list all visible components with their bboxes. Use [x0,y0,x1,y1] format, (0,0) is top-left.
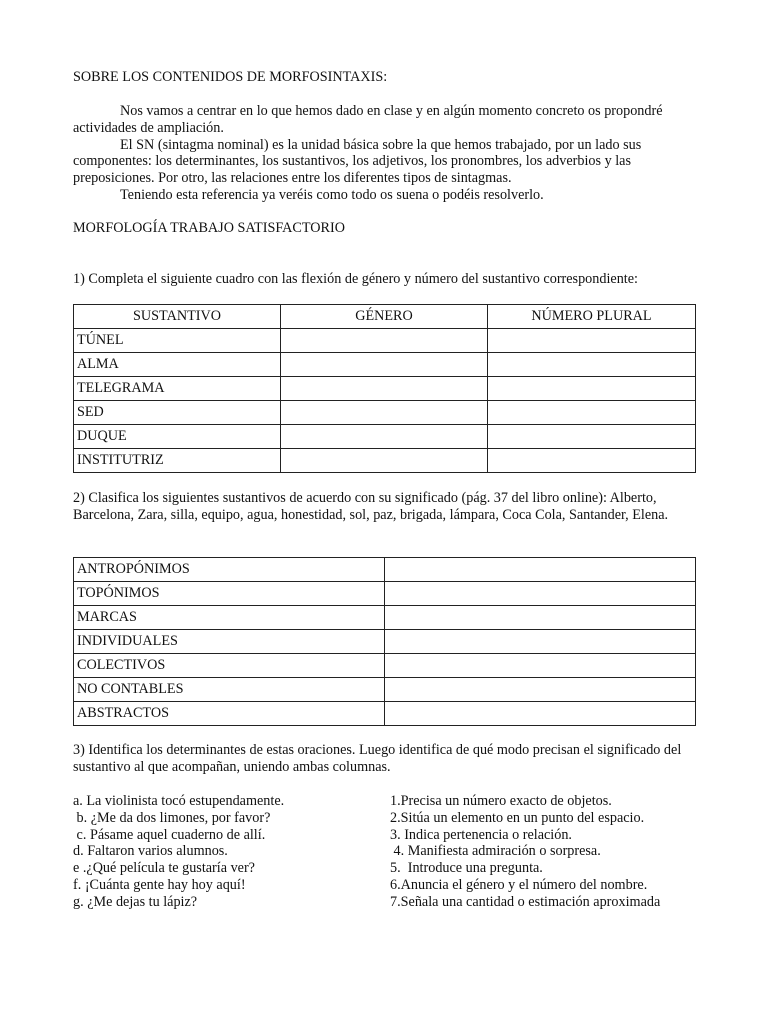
answer-cell[interactable] [385,582,696,606]
table-row [74,425,696,449]
answer-cell[interactable] [385,654,696,678]
table-row [74,377,696,401]
column-header: GÉNERO [281,305,488,329]
meaning-item: 5. Introduce una pregunta. [390,860,543,877]
table-header-row [74,305,696,329]
noun-cell: ALMA [74,353,281,377]
intro-paragraph: Teniendo esta referencia ya veréis como todo os suena o podéis resolverlo. [120,186,544,203]
plural-answer-cell[interactable] [488,377,696,401]
sentence-item: f. ¡Cuánta gente hay hoy aquí! [73,876,246,893]
category-cell: MARCAS [74,606,385,630]
gender-answer-cell[interactable] [281,329,488,353]
answer-cell[interactable] [385,702,696,726]
noun-cell: DUQUE [74,425,281,449]
gender-answer-cell[interactable] [281,401,488,425]
meaning-item: 1.Precisa un número exacto de objetos. [390,793,612,809]
exercise2-prompt: 2) Clasifica los siguientes sustantivos de acuerdo con su significado (pág. 37 del libro online): Alberto, Barcelona, Zara, silla, equipo, agua, honestidad, sol, paz, brigada, lámpara, Coca Cola, Santander, Elena. [73,490,669,523]
intro-paragraph: Nos vamos a centrar en lo que hemos dado en clase y en algún momento concreto os propondré actividades de ampliación. [73,103,663,136]
column-header: NÚMERO PLURAL [488,305,696,329]
meaning-item: 2.Sitúa un elemento en un punto del espacio. [390,809,645,826]
noun-cell: TELEGRAMA [74,377,281,401]
gender-answer-cell[interactable] [281,353,488,377]
sentence-item: d. Faltaron varios alumnos. [73,843,228,860]
plural-answer-cell[interactable] [488,401,696,425]
table-row [74,630,696,654]
plural-answer-cell[interactable] [488,353,696,377]
meanings-column [390,793,660,911]
meaning-item: 7.Señala una cantidad o estimación aproximada [390,893,661,910]
noun-cell: INSTITUTRIZ [74,449,281,473]
sentence-item: g. ¿Me dejas tu lápiz? [73,893,198,910]
gender-number-table [73,304,696,473]
exercise1-prompt: 1) Completa el siguiente cuadro con las flexión de género y número del sustantivo correspondiente: [73,271,638,287]
column-header: SUSTANTIVO [74,305,281,329]
intro-paragraph: El SN (sintagma nominal) es la unidad básica sobre la que hemos trabajado, por un lado sus componentes: los determinantes, los sustantivos, los adjetivos, los pronombres, los adverbios y las preposiciones. Por otro, las relaciones entre los diferentes tipos de sintagmas. [73,136,642,187]
sentence-item: b. ¿Me da dos limones, por favor? [73,809,271,826]
table-row [74,702,696,726]
answer-cell[interactable] [385,678,696,702]
table-row [74,678,696,702]
category-cell: INDIVIDUALES [74,630,385,654]
table-row [74,582,696,606]
exercise3-prompt: 3) Identifica los determinantes de estas oraciones. Luego identifica de qué modo precisan el significado del sustantivo al que acompañan, uniendo ambas columnas. [73,742,682,775]
table-row [74,353,696,377]
plural-answer-cell[interactable] [488,425,696,449]
plural-answer-cell[interactable] [488,449,696,473]
gender-answer-cell[interactable] [281,377,488,401]
sentences-column [73,793,284,911]
category-cell: ANTROPÓNIMOS [74,558,385,582]
gender-answer-cell[interactable] [281,425,488,449]
intro-block [73,103,703,204]
meaning-item: 3. Indica pertenencia o relación. [390,826,572,843]
sentence-item: e .¿Qué película te gustaría ver? [73,860,255,877]
table-row [74,401,696,425]
category-cell: ABSTRACTOS [74,702,385,726]
category-cell: COLECTIVOS [74,654,385,678]
section-title: MORFOLOGÍA TRABAJO SATISFACTORIO [73,220,345,236]
category-cell: NO CONTABLES [74,678,385,702]
page-heading: SOBRE LOS CONTENIDOS DE MORFOSINTAXIS: [73,69,388,85]
category-cell: TOPÓNIMOS [74,582,385,606]
answer-cell[interactable] [385,606,696,630]
table-row [74,558,696,582]
answer-cell[interactable] [385,630,696,654]
table-row [74,606,696,630]
noun-classification-table [73,557,696,726]
meaning-item: 4. Manifiesta admiración o sorpresa. [390,843,601,860]
plural-answer-cell[interactable] [488,329,696,353]
answer-cell[interactable] [385,558,696,582]
noun-cell: TÚNEL [74,329,281,353]
gender-answer-cell[interactable] [281,449,488,473]
sentence-item: c. Pásame aquel cuaderno de allí. [73,826,266,843]
table-row [74,654,696,678]
sentence-item: a. La violinista tocó estupendamente. [73,793,285,809]
table-row [74,449,696,473]
meaning-item: 6.Anuncia el género y el número del nombre. [390,876,648,893]
noun-cell: SED [74,401,281,425]
table-row [74,329,696,353]
